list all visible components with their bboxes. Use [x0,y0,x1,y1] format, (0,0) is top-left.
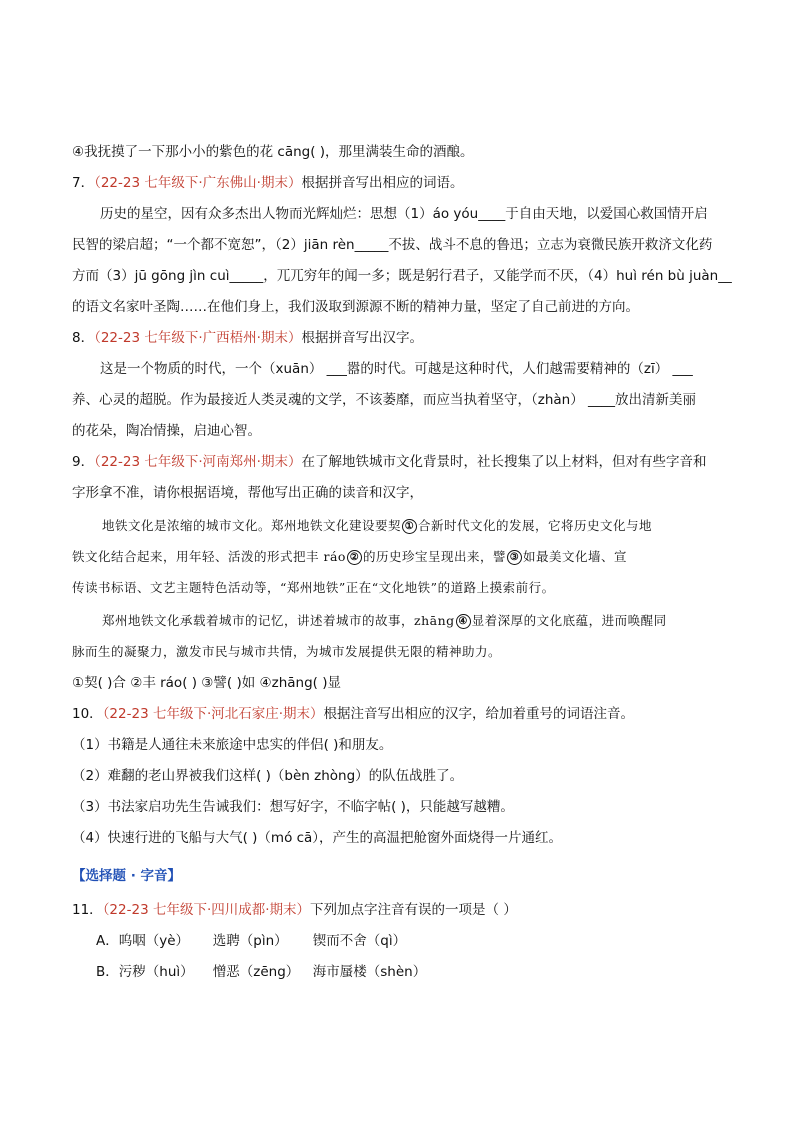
question-10-item: （3）书法家启功先生告诫我们：想写好字，不临字帖( )，只能越写越糟。 [72,799,514,815]
question-7-line: 民智的梁启超；“一个都不宽恕”，（2）jiān rèn_____不拔、战斗不息的鲁迅；立志为衰微民族开救济文化药 [72,237,713,253]
question-number: 11． [72,902,103,918]
material-line: 脉而生的凝聚力，激发市民与城市共情，为城市发展提供无限的精神助力。 [72,644,502,659]
question-number: 7． [72,175,95,191]
question-8-line: 的花朵，陶冶情操，启迪心智。 [72,423,261,439]
question-11-header [72,900,517,920]
blank-marker: ④ [456,614,471,629]
material-line [102,516,652,536]
question-number: 10． [72,706,103,722]
section-heading: 【选择题 · 字音】 [72,868,182,884]
material-line [72,547,627,567]
option-word: 污秽（huì） [118,964,194,980]
blank-marker: ② [347,550,362,565]
question-source: （22-23 七年级下·四川成都·期末） [102,902,311,918]
option-word: 海市蜃楼（shèn） [312,964,427,980]
question-number: 8． [72,330,95,346]
question-source: （22-23 七年级下·广东佛山·期末） [94,175,302,191]
question-8-line: 这是一个物质的时代，一个（xuān） ___嚣的时代。可越是这种时代，人们越需要精神的（zī） ___ [100,361,693,377]
material-text: 地铁文化是浓缩的城市文化。郑州地铁文化建设要契 [102,518,402,533]
option-label: B． [96,964,119,980]
option-word: 选聘（pìn） [212,933,288,949]
question-10-item: （1）书籍是人通往未来旅途中忠实的伴侣( )和朋友。 [72,737,393,753]
question-source: （22-23 七年级下·广西梧州·期末） [94,330,302,346]
question-7-line: 历史的星空，因有众多杰出人物而光辉灿烂：思想（1）áo yóu____于自由天地，以爱国心救国情开启 [100,206,708,222]
question-prompt: 下列加点字注音有误的一项是（ ） [310,902,517,918]
question-7-line: 方而（3）jū gōng jìn cuì_____，兀兀穷年的闻一多；既是躬行君子，又能学而不厌，（4）huì rén bù juàn__ [72,268,732,284]
material-text: 的历史珍宝呈现出来，譬 [362,549,506,564]
question-7-header [72,173,463,193]
question-source: （22-23 七年级下·河南郑州·期末） [94,454,302,470]
question-number: 9． [72,454,95,470]
question-6-item-4: ④我抚摸了一下那小小的紫色的花 cāng( )，那里满装生命的酒酿。 [72,144,474,160]
question-prompt: 根据拼音写出汉字。 [301,330,423,346]
question-9-answers: ①契( )合 ②丰 ráo( ) ③譬( )如 ④zhāng( )显 [72,675,341,691]
question-9-header [72,452,706,472]
question-prompt: 根据拼音写出相应的词语。 [301,175,464,191]
question-prompt: 在了解地铁城市文化背景时，社长搜集了以上材料，但对有些字音和 [301,454,707,470]
option-word: 憎恶（zēng） [212,964,300,980]
question-7-line: 的语文名家叶圣陶……在他们身上，我们汲取到源源不断的精神力量，坚定了自己前进的方向。 [72,299,639,315]
question-source: （22-23 七年级下·河北石家庄·期末） [102,706,324,722]
material-line [102,611,667,631]
question-8-header [72,328,423,348]
question-10-item: （2）难翻的老山界被我们这样( )（bèn zhòng）的队伍战胜了。 [72,768,464,784]
material-line: 传读书标语、文艺主题特色活动等，“郑州地铁”正在“文化地铁”的道路上摸索前行。 [72,580,555,595]
option-b [96,962,426,982]
option-word: 呜咽（yè） [118,933,190,949]
question-10-header [72,704,634,724]
blank-marker: ③ [507,550,522,565]
material-text: 如最美文化墙、宣 [522,549,627,564]
option-label: A． [96,933,119,949]
material-text: 郑州地铁文化承载着城市的记忆，讲述着城市的故事，zhāng [102,613,455,628]
question-prompt: 根据注音写出相应的汉字，给加着重号的词语注音。 [323,706,635,722]
material-text: 铁文化结合起来，用年轻、活泼的形式把丰 ráo [72,549,346,564]
question-10-item: （4）快速行进的飞船与大气( )（mó cā），产生的高温把舱窗外面烧得一片通红。 [72,830,563,846]
option-a [96,931,406,951]
question-9-prompt-continued: 字形拿不准，请你根据语境，帮他写出正确的读音和汉字， [72,485,423,501]
question-8-line: 养、心灵的超脱。作为最接近人类灵魂的文学，不该萎靡，而应当执着坚守，（zhàn） ____放出清新美丽 [72,392,697,408]
option-word: 锲而不舍（qì） [312,933,407,949]
material-text: 合新时代文化的发展，它将历史文化与地 [418,518,653,533]
material-text: 显着深厚的文化底蕴，进而唤醒同 [471,613,667,628]
blank-marker: ① [402,519,417,534]
